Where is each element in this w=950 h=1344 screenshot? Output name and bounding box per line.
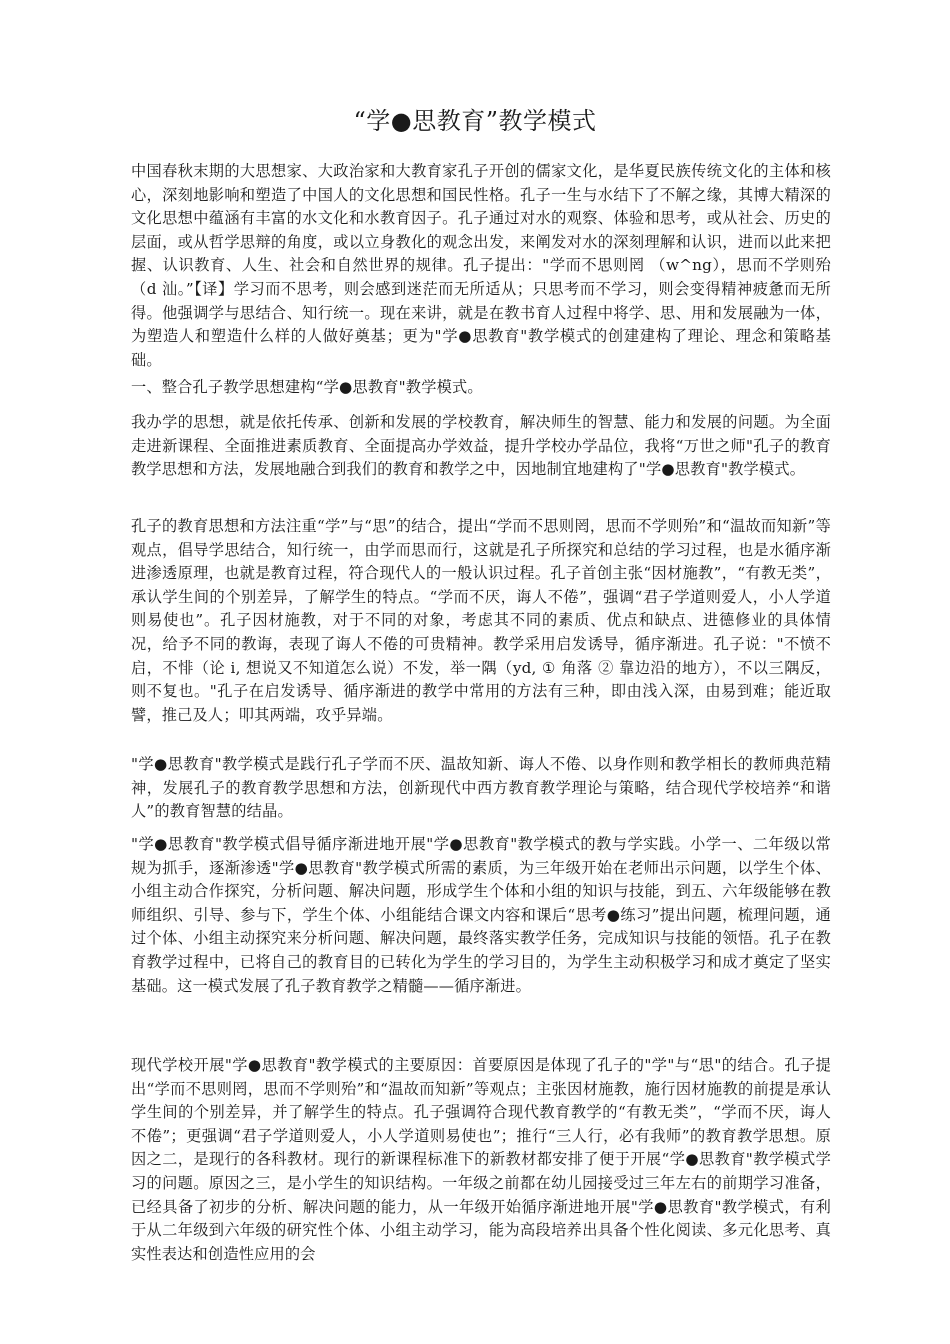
paragraph-school-philosophy: 我办学的思想，就是依托传承、创新和发展的学校教育，解决师生的智慧、能力和发展的问题。为全面走进新课程、全面推进素质教育、全面提高办学效益，提升学校办学品位，我将“万世之师"孔子的教育教学思想和方法，发展地融合到我们的教育和教学之中，因地制宜地建构了"学●思教育"教学模式。 [131,413,831,479]
paragraph-gradual-practice: "学●思教育"教学模式倡导循序渐进地开展"学●思教育"教学模式的教与学实践。小学一、二年级以常规为抓手，逐渐渗透"学●思教育"教学模式所需的素质，为三年级开始在老师出示问题，以学生个体、小组主动合作探究，分析问题、解决问题，形成学生个体和小组的知识与技能，到五、六年级能够在教师组织、引导、参与下，学生个体、小组能结合课文内容和课后“思考●练习”提出问题，梳理问题，通过个体、小组主动探究来分析问题、解决问题，最终落实教学任务，完成知识与技能的领悟。孔子在教育教学过程中，已将自己的教育目的已转化为学生的学习目的，为学生主动积极学习和成才奠定了坚实基础。这一模式发展了孔子教育教学之精髓——循序渐进。 [131,835,831,995]
section-heading-1: 一、整合孔子教学思想建构“学●思教育"教学模式。 [131,378,483,396]
document-title: “学●思教育”教学模式 [353,107,597,135]
paragraph-model-essence: "学●思教育"教学模式是践行孔子学而不厌、温故知新、诲人不倦、以身作则和教学相长的教师典范精神，发展孔子的教育教学思想和方法，创新现代中西方教育教学理论与策略，结合现代学校培养“和谐人”的教育智慧的结晶。 [131,755,831,821]
paragraph-confucius-method: 孔子的教育思想和方法注重“学”与“思”的结合，提出“学而不思则罔，思而不学则殆”和“温故而知新”等观点，倡导学思结合，知行统一，由学而思而行，这就是孔子所探究和总结的学习过程，也是水循序渐进渗透原理，也就是教育过程，符合现代人的一般认识过程。孔子首创主张“因材施教”，“有教无类”，承认学生间的个别差异，了解学生的特点。“学而不厌，诲人不倦”，强调“君子学道则爱人，小人学道则易使也”。孔子因材施教，对于不同的对象，考虑其不同的素质、优点和缺点、进德修业的具体情况，给予不同的教诲，表现了诲人不倦的可贵精神。教学采用启发诱导，循序渐进。孔子说："不愤不启，不悱（论 i, 想说又不知道怎么说）不发，举一隅（yd, ① 角落 ② 靠边沿的地方），不以三隅反，则不复也。"孔子在启发诱导、循序渐进的教学中常用的方法有三种，即由浅入深，由易到难；能近取譬，推己及人；叩其两端，攻乎异端。 [131,517,831,724]
paragraph-intro: 中国春秋末期的大思想家、大政治家和大教育家孔子开创的儒家文化，是华夏民族传统文化的主体和核心，深刻地影响和塑造了中国人的文化思想和国民性格。孔子一生与水结下了不解之缘，其博大精深的文化思想中蕴涵有丰富的水文化和水教育因子。孔子通过对水的观察、体验和思考，或从社会、历史的层面，或从哲学思辩的角度，或以立身教化的观念出发，来阐发对水的深刻理解和认识，进而以此来把握、认识教育、人生、社会和自然世界的规律。孔子提出："学而不思则罔 （w^ng），思而不学则殆（d 汕。”【译】学习而不思考，则会感到迷茫而无所适从；只思考而不学习，则会变得精神疲惫而无所得。他强调学与思结合、知行统一。现在来讲，就是在教书育人过程中将学、思、用和发展融为一体，为塑造人和塑造什么样的人做好奠基；更为"学●思教育"教学模式的创建建构了理论、理念和策略基础。 [131,162,831,369]
paragraph-main-reasons: 现代学校开展"学●思教育"教学模式的主要原因：首要原因是体现了孔子的"学"与“思"的结合。孔子提出“学而不思则罔，思而不学则殆”和“温故而知新”等观点；主张因材施教，施行因材施教的前提是承认学生间的个别差异，并了解学生的特点。孔子强调符合现代教育教学的“有教无类”，“学而不厌，诲人不倦”；更强调“君子学道则爱人，小人学道则易使也”；推行“三人行，必有我师”的教育教学思想。原因之二，是现行的各科教材。现行的新课程标准下的新教材都安排了便于开展“学●思教育"教学模式学习的问题。原因之三，是小学生的知识结构。一年级之前都在幼儿园接受过三年左右的前期学习准备，已经具备了初步的分析、解决问题的能力，从一年级开始循序渐进地开展"学●思教育"教学模式，有利于从二年级到六年级的研究性个体、小组主动学习，能为高段培养出具备个性化阅读、多元化思考、真实性表达和创造性应用的会 [131,1056,831,1263]
